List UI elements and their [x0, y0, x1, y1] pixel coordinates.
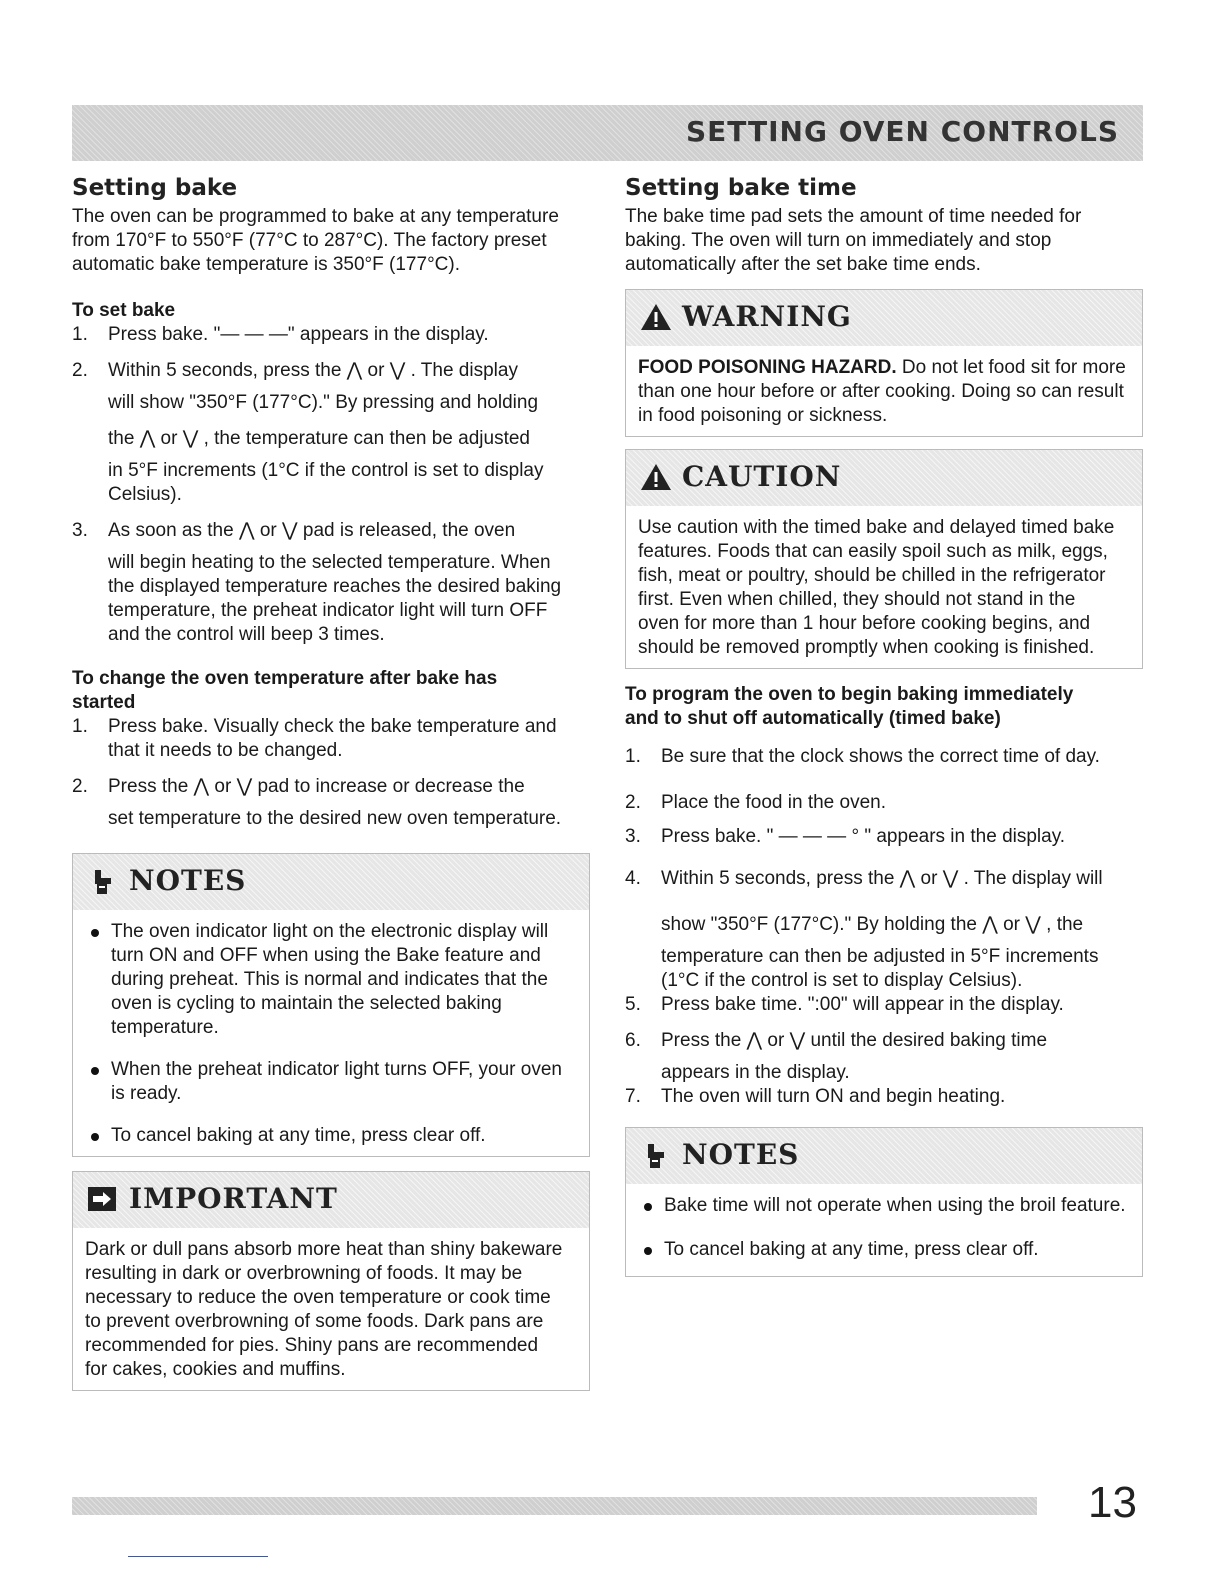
notes-header	[73, 854, 589, 910]
caution-header	[626, 450, 1142, 506]
important-label: IMPORTANT	[129, 1182, 338, 1215]
notes-list	[638, 1194, 1132, 1262]
program-timed-bake-title: To program the oven to begin baking immediately and to shut off automatically (timed bake)	[625, 684, 1074, 729]
list-item: 1. Press bake. "— — —" appears in the display.	[72, 324, 489, 345]
right-column	[625, 175, 1143, 1277]
list-item: 2. Place the food in the oven.	[625, 792, 886, 813]
page-title: SETTING OVEN CONTROLS	[685, 115, 1119, 148]
notes-label: NOTES	[129, 864, 247, 897]
bullet-icon	[644, 1247, 652, 1255]
warning-box	[625, 289, 1143, 437]
bullet-icon	[91, 929, 99, 937]
setting-bake-time-intro: The bake time pad sets the amount of time needed for baking. The oven will turn on immediately and stop automatically after the set bake time ends.	[625, 206, 1082, 275]
important-arrow-icon	[87, 1184, 117, 1214]
list-item: The oven indicator light on the electronic display will turn ON and OFF when using the Bake feature and during preheat. This is normal and indicates that the oven is cycling to maintain the selected baking temperature.	[85, 920, 579, 1040]
list-item: 3. Press bake. " — — — ° " appears in the display.	[625, 826, 1066, 847]
notes-label: NOTES	[682, 1138, 800, 1171]
set-bake-steps	[72, 323, 590, 647]
list-item: 7. The oven will turn ON and begin heating.	[625, 1086, 1006, 1107]
setting-bake-intro: The oven can be programmed to bake at any temperature from 170°F to 550°F (77°C to 287°C). The factory preset automatic bake temperature is 350°F (177°C).	[72, 206, 559, 275]
caution-body: Use caution with the timed bake and delayed timed bake features. Foods that can easily spoil such as milk, eggs, fish, meat or poultry, should be chilled in the refrigerator first. Even when chilled, they should not stand in the oven for more than 1 hour before cooking begins, and should be removed promptly when cooking is finished.	[638, 517, 1115, 658]
bake-time-notes-box	[625, 1127, 1143, 1277]
footer-link-underline[interactable]	[128, 1556, 268, 1557]
notes-list	[85, 920, 579, 1148]
bullet-icon	[91, 1067, 99, 1075]
notes-header	[626, 1128, 1142, 1184]
important-box	[72, 1171, 590, 1391]
change-temp-title: To change the oven temperature after bake has started	[72, 668, 498, 713]
warning-header	[626, 290, 1142, 346]
caution-label: CAUTION	[682, 460, 842, 493]
list-item: Bake time will not operate when using the broil feature.	[638, 1194, 1132, 1218]
warning-body: FOOD POISONING HAZARD. Do not let food sit for more than one hour before or after cooking. Doing so can result in food poisoning or sickness.	[638, 357, 1126, 426]
list-item: 2. Press the ⋀ or ⋁ pad to increase or decrease the set temperature to the desired new oven temperature.	[72, 776, 562, 829]
list-item: To cancel baking at any time, press clear off.	[85, 1124, 579, 1148]
bullet-icon	[91, 1133, 99, 1141]
list-item: 5. Press bake time. ":00" will appear in the display.	[625, 994, 1064, 1015]
change-temp-steps	[72, 715, 590, 831]
header-bar	[72, 105, 1143, 161]
notes-body	[73, 910, 589, 1156]
to-set-bake-title: To set bake	[72, 300, 176, 321]
pointing-hand-icon	[640, 1140, 670, 1172]
important-body: Dark or dull pans absorb more heat than shiny bakeware resulting in dark or overbrowning of foods. It may be necessary to reduce the oven temperature or cook time to prevent overbrowning of some foods. Dark pans are recommended for pies. Shiny pans are recommended for cakes, cookies and muffins.	[85, 1239, 563, 1380]
list-item: 1. Press bake. Visually check the bake temperature and that it needs to be changed.	[72, 716, 557, 761]
timed-bake-steps	[625, 745, 1143, 1109]
list-item: 2. Within 5 seconds, press the ⋀ or ⋁ . The display will show "350°F (177°C)." By pressing and holding the ⋀ or ⋁ , the temperature can then be adjusted in 5°F increments (1°C if the control is set to display Celsius).	[72, 360, 544, 505]
list-item: To cancel baking at any time, press clear off.	[638, 1238, 1132, 1262]
page-number: 13	[1088, 1478, 1137, 1527]
bullet-icon	[644, 1203, 652, 1211]
setting-bake-time-title: Setting bake time	[625, 175, 857, 201]
warning-triangle-icon	[640, 302, 672, 332]
notes-body	[626, 1184, 1142, 1276]
caution-triangle-icon	[640, 462, 672, 492]
footer-bar	[72, 1497, 1037, 1515]
caution-box	[625, 449, 1143, 669]
pointing-hand-icon	[87, 866, 117, 898]
list-item: 4. Within 5 seconds, press the ⋀ or ⋁ . The display will show "350°F (177°C)." By holding the ⋀ or ⋁ , the temperature can then be adjusted in 5°F increments (1°C if the control is set to display Celsius).	[625, 868, 1103, 991]
notes-box	[72, 853, 590, 1157]
setting-bake-title: Setting bake	[72, 175, 238, 201]
list-item: 1. Be sure that the clock shows the correct time of day.	[625, 746, 1100, 767]
list-item: 3. As soon as the ⋀ or ⋁ pad is released, the oven will begin heating to the selected temperature. When the displayed temperature reaches the desired baking temperature, the preheat indicator light will turn OFF and the control will beep 3 times.	[72, 520, 562, 645]
list-item: When the preheat indicator light turns OFF, your oven is ready.	[85, 1058, 579, 1106]
warning-label: WARNING	[682, 300, 852, 333]
list-item: 6. Press the ⋀ or ⋁ until the desired baking time appears in the display.	[625, 1030, 1048, 1083]
left-column	[72, 175, 590, 1391]
important-header	[73, 1172, 589, 1228]
warning-lead: FOOD POISONING HAZARD.	[638, 357, 897, 378]
